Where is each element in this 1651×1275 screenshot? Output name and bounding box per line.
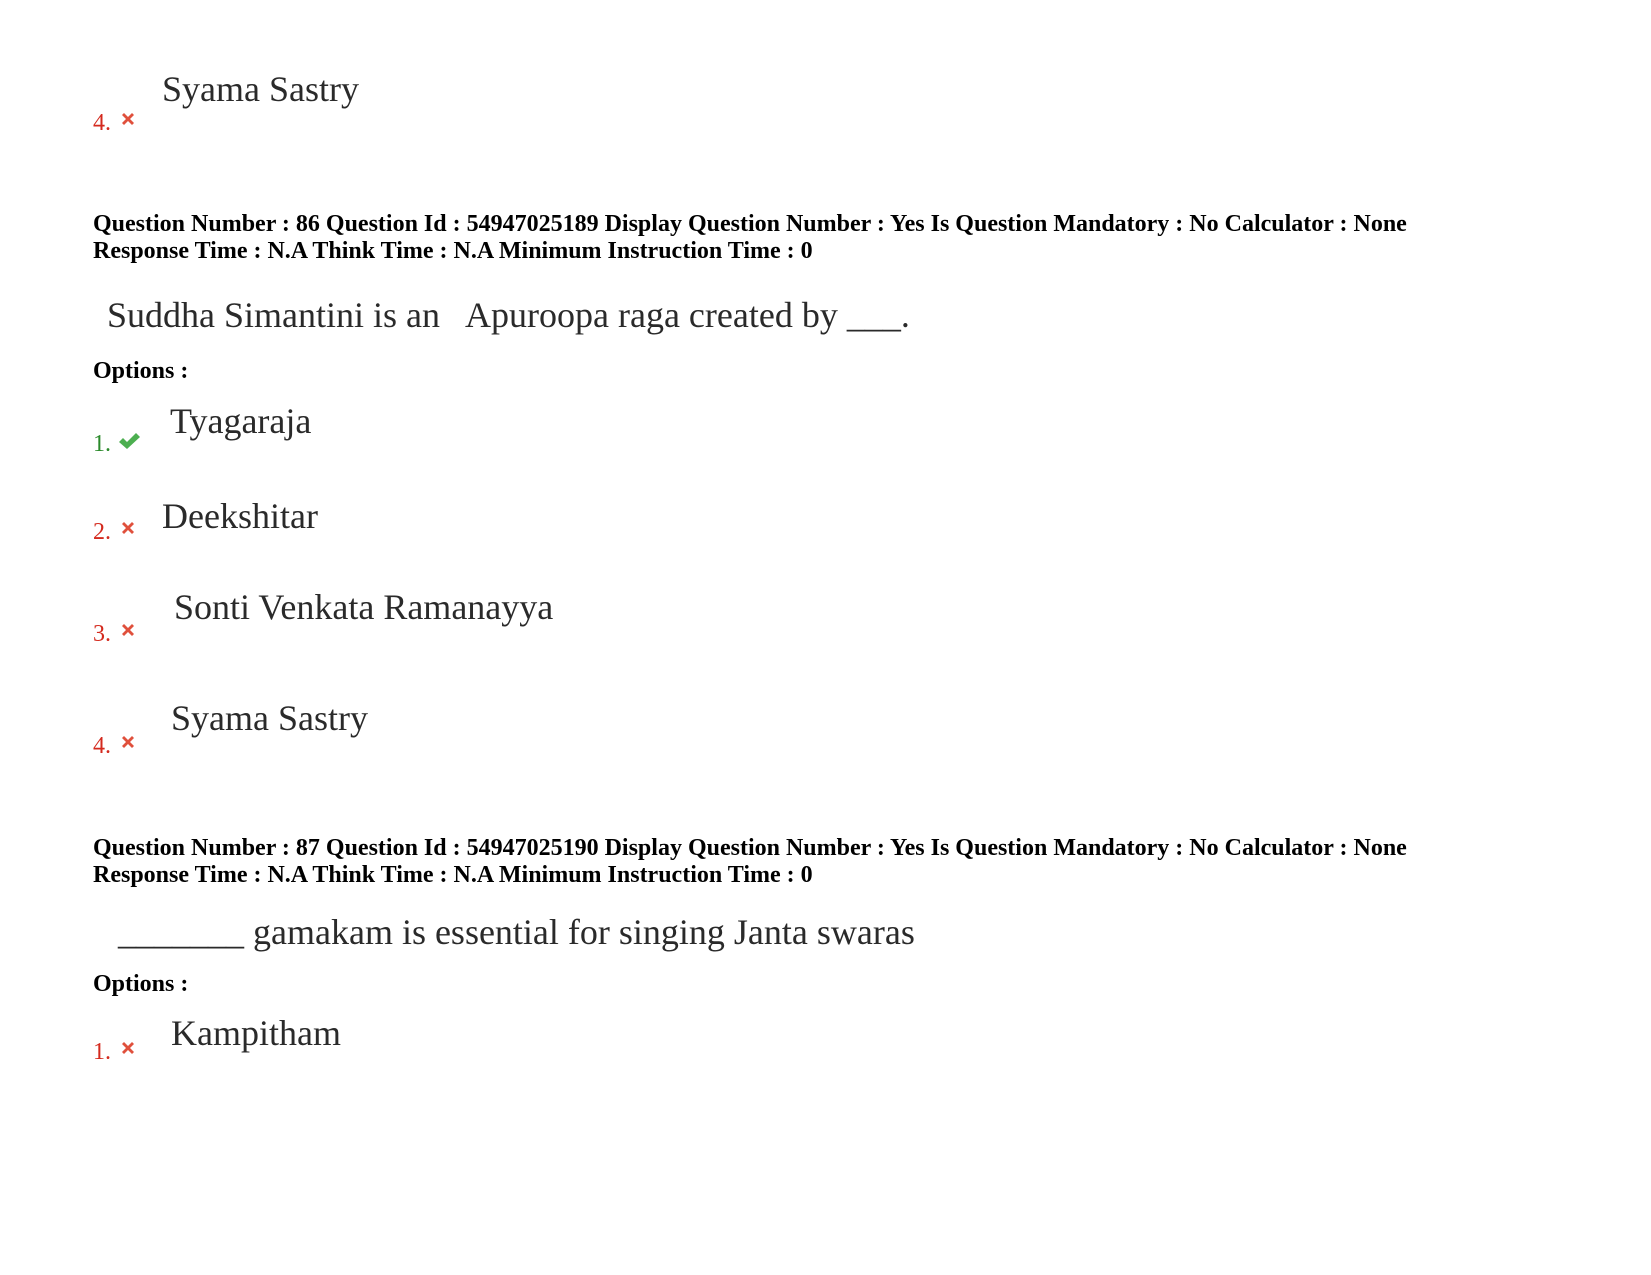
check-icon <box>117 431 141 451</box>
options-label: Options : <box>93 971 189 997</box>
question-meta-line2: Response Time : N.A Think Time : N.A Minimum Instruction Time : 0 <box>93 238 813 264</box>
question-meta-line1: Question Number : 86 Question Id : 54947025189 Display Question Number : Yes Is Question Mandatory : No Calculator : None <box>93 211 1407 237</box>
option-number: 1. <box>93 431 111 457</box>
option-number: 4. <box>93 733 111 759</box>
cross-icon <box>119 733 137 751</box>
option-number: 2. <box>93 519 111 545</box>
options-label: Options : <box>93 358 189 384</box>
question-meta-line1: Question Number : 87 Question Id : 54947025190 Display Question Number : Yes Is Question Mandatory : No Calculator : None <box>93 835 1407 861</box>
option-text: Sonti Venkata Ramanayya <box>174 587 554 627</box>
cross-icon <box>119 621 137 639</box>
option-number: 4. <box>93 110 111 136</box>
option-number: 1. <box>93 1039 111 1065</box>
option-text: Syama Sastry <box>171 698 368 738</box>
option-text: Kampitham <box>171 1013 341 1053</box>
question-meta-line2: Response Time : N.A Think Time : N.A Minimum Instruction Time : 0 <box>93 862 813 888</box>
question-text: Suddha Simantini is an Apuroopa raga created by ___. <box>107 295 910 335</box>
option-text: Deekshitar <box>162 496 318 536</box>
option-number: 3. <box>93 621 111 647</box>
option-text: Syama Sastry <box>162 69 359 109</box>
question-text: _______ gamakam is essential for singing Janta swaras <box>118 912 915 952</box>
option-text: Tyagaraja <box>170 401 312 441</box>
cross-icon <box>119 1039 137 1057</box>
cross-icon <box>119 110 137 128</box>
cross-icon <box>119 519 137 537</box>
